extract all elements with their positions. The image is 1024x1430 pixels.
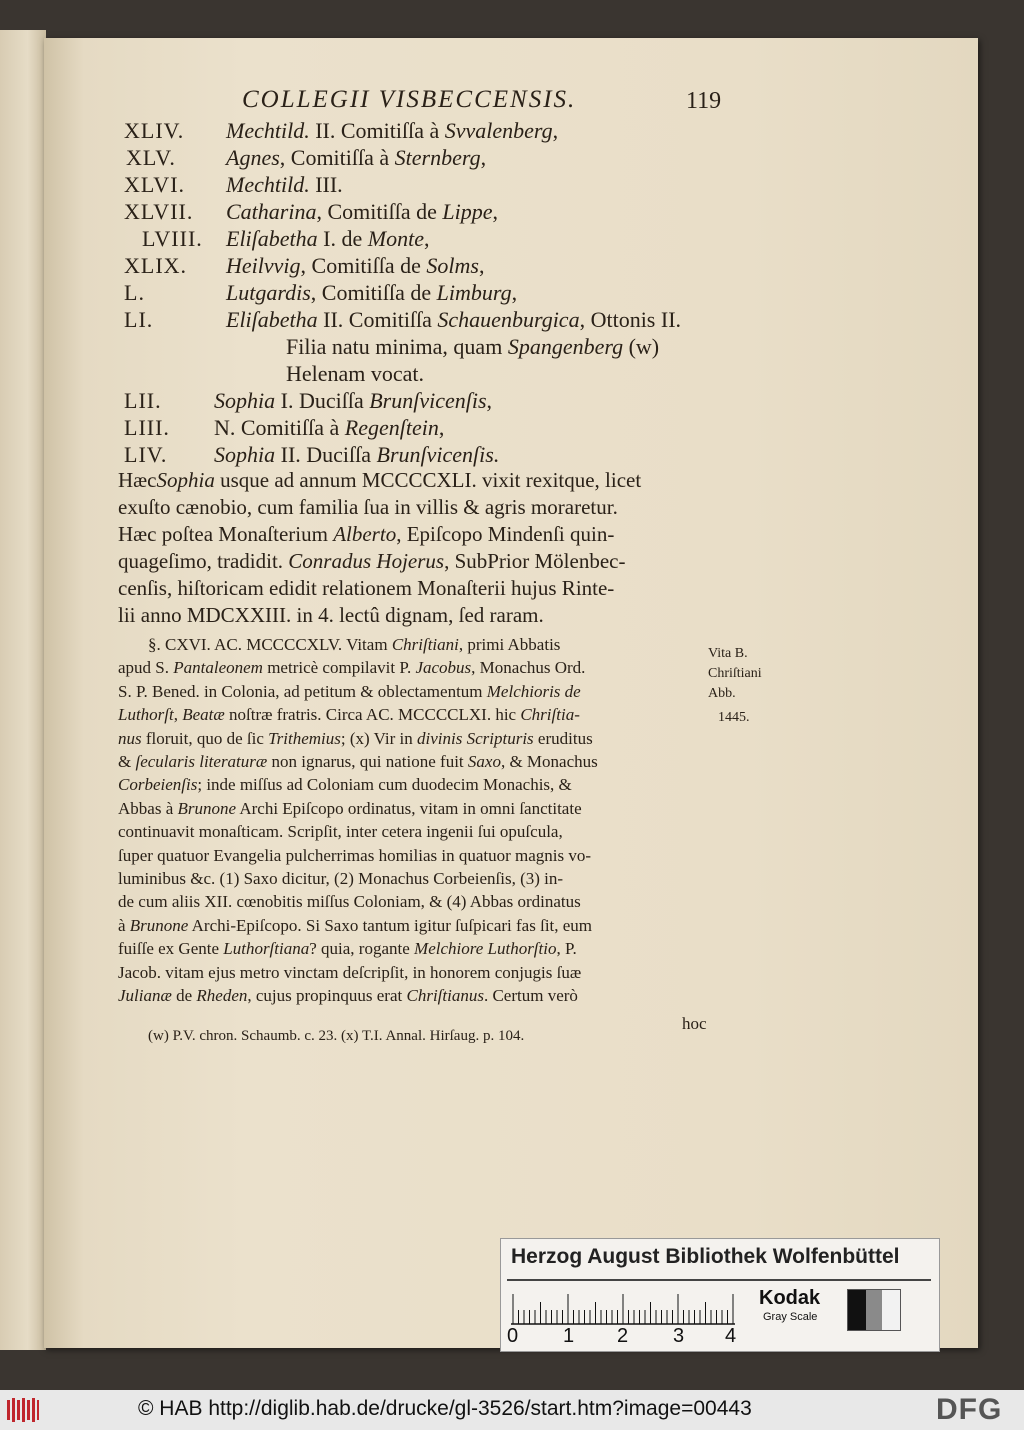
italic-text: Eliſabetha (226, 307, 318, 332)
card-divider (507, 1279, 931, 1281)
list-roman-numeral: LI. (124, 307, 154, 332)
text-run: Hæc poſtea Monaſterium (118, 522, 334, 546)
text-run: de cum aliis XII. cœnobitis miſſus Coloniam, & (4) Abbas ordinatus (118, 892, 581, 912)
italic-text: Catharina (226, 199, 317, 224)
text-run: noſtræ fratris. Circa AC. MCCCCLXI. hic (224, 705, 521, 725)
text-run: Filia natu minima, quam (286, 334, 508, 359)
italic-text: Lutgardis (226, 280, 311, 305)
italic-text: Brunone (129, 915, 189, 935)
italic-text: Conradus Hojerus (288, 549, 445, 573)
ruler-ticks (511, 1285, 735, 1325)
italic-text: Chriſtia- (520, 705, 580, 725)
text-run: N. Comitiſſa à (214, 415, 345, 440)
italic-text: Monte (367, 226, 424, 251)
text-run: , Comitiſſa de (316, 199, 443, 224)
hab-logo-icon (6, 1396, 40, 1424)
text-run: , Comitiſſa de (300, 253, 427, 278)
text-run: cenſis, hiſtoricam edidit relationem Monaſterii hujus Rinte- (118, 576, 615, 600)
text-line (118, 846, 591, 866)
text-run: Helenam vocat. (286, 361, 425, 386)
text-line (118, 939, 577, 959)
text-run: , Ottonis II. (579, 307, 682, 332)
italic-text: Sophia (156, 468, 215, 492)
text-run: non ignarus, qui natione fuit (267, 752, 468, 771)
text-line (118, 986, 578, 1006)
italic-text: Brunſvicenſis. (376, 442, 500, 467)
italic-text: Trithemius (268, 728, 341, 748)
text-run: metricè compilavit P. (262, 658, 416, 678)
text-run: Hæc (118, 468, 157, 492)
text-run: ; inde miſſus ad Coloniam cum duodecim Monachis, & (197, 775, 572, 795)
italic-text: Corbeienſis (118, 775, 198, 795)
text-run: , (480, 145, 487, 170)
italic-text: nus (118, 728, 142, 748)
list-roman-numeral: XLIX. (124, 253, 188, 278)
italic-text: Rheden (196, 986, 248, 1005)
italic-text: Luthorſtiana (223, 939, 310, 959)
text-run: , Comitiſſa de (310, 280, 437, 305)
text-line (118, 822, 563, 842)
text-run: luminibus &c. (1) Saxo dicitur, (2) Monachus Corbeienſis, (3) in- (118, 869, 564, 888)
text-line (148, 635, 560, 655)
italic-text: Beatæ (182, 705, 225, 725)
card-title: Herzog August Bibliothek Wolfenbüttel (511, 1245, 900, 1268)
text-run: , (423, 226, 430, 251)
text-run: , (478, 253, 485, 278)
text-line (118, 495, 618, 520)
italic-text: Chriſtianus (406, 986, 484, 1005)
text-run: , cujus propinquus erat (247, 986, 407, 1005)
margin-note: Vita B. (708, 646, 748, 661)
list-roman-numeral: L. (124, 280, 145, 305)
text-run: I. de (317, 226, 368, 251)
italic-text: Sophia (214, 442, 276, 467)
list-continuation (286, 361, 424, 387)
ruler-number: 0 (507, 1325, 519, 1347)
text-run: , (552, 118, 559, 143)
text-line (118, 752, 598, 772)
text-line (118, 576, 614, 601)
list-roman-numeral: LIV. (124, 442, 168, 467)
text-run: Abbas à (118, 798, 178, 818)
text-line (118, 603, 544, 628)
italic-text: Heilvvig (226, 253, 301, 278)
gray-scale-label: Gray Scale (763, 1311, 818, 1323)
catchword: hoc (682, 1014, 707, 1033)
text-run: I. Duciſſa (275, 388, 370, 413)
text-run: Jacob. vitam ejus metro vinctam deſcripſit, in honorem conjugis ſuæ (118, 962, 582, 982)
text-run: lii anno MDCXXIII. in 4. lectû dignam, ſed raram. (118, 603, 544, 627)
text-run: , SubPrior Mölenbec- (444, 549, 626, 573)
italic-text: Sternberg (394, 145, 481, 170)
text-line (118, 775, 572, 795)
list-entry (214, 415, 444, 441)
list-entry (226, 226, 429, 252)
list-entry (226, 280, 517, 306)
ruler-number: 2 (617, 1325, 629, 1347)
text-line (118, 799, 582, 819)
text-run: continuavit monaſticam. Scripſit, inter cetera ingenii ſui opuſcula, (118, 822, 563, 842)
list-entry (226, 253, 484, 279)
italic-text: Jacobus (415, 658, 472, 678)
left-page-edge (0, 30, 46, 1350)
list-roman-numeral: LVIII. (142, 226, 203, 251)
italic-text: Brunſvicenſis (369, 388, 487, 413)
text-run: II. Duciſſa (275, 442, 377, 467)
italic-text: Spangenberg (507, 334, 624, 359)
list-entry (214, 388, 492, 414)
text-run: , (438, 415, 445, 440)
margin-note: 1445. (718, 710, 750, 725)
italic-text: Chriſtiani (391, 635, 459, 654)
list-continuation (286, 334, 659, 360)
margin-note: Chriſtiani (708, 666, 762, 681)
italic-text: Mechtild. (226, 172, 310, 197)
page-number: 119 (686, 88, 722, 114)
list-entry (226, 172, 343, 198)
text-run: usque ad annum MCCCCXLI. vixit rexitque, licet (214, 468, 642, 492)
list-entry (226, 307, 681, 333)
italic-text: Pantaleonem (173, 658, 263, 678)
ruler-number: 3 (673, 1325, 685, 1347)
italic-text: divinis Scripturis (417, 728, 534, 748)
text-run: ? quia, rogante (309, 939, 415, 959)
text-line (118, 468, 641, 493)
gray-patch-dark (848, 1290, 866, 1330)
list-roman-numeral: LII. (124, 388, 162, 413)
list-entry (226, 199, 498, 225)
text-run: exuſto cænobio, cum familia ſua in villis & agris moraretur. (118, 495, 618, 519)
text-run: (w) (623, 334, 660, 359)
text-run: ; (x) Vir in (340, 728, 418, 748)
italic-text: Sophia (214, 388, 276, 413)
dfg-logo: DFG (936, 1393, 1003, 1426)
list-roman-numeral: XLV. (126, 145, 176, 170)
ruler-number: 1 (563, 1325, 575, 1347)
text-line (118, 869, 563, 889)
text-run: floruit, quo de ſic (141, 728, 269, 748)
italic-text: Julianæ (118, 986, 172, 1005)
italic-text: Svvalenberg (444, 118, 553, 143)
text-run: à (118, 915, 130, 935)
text-run: Archi Epiſcopo ordinatus, vitam in omni ſanctitate (236, 798, 582, 818)
italic-text: ſecularis literaturæ (135, 752, 268, 771)
footer-bar (0, 1390, 1024, 1430)
italic-text: Lippe (442, 199, 493, 224)
text-run: , Comitiſſa à (279, 145, 395, 170)
text-run: de (171, 986, 197, 1005)
text-run: II. Comitiſſa à (309, 118, 445, 143)
text-run: S. P. Bened. in Colonia, ad petitum & oblectamentum (118, 681, 487, 701)
text-run: Archi-Epiſcopo. Si Saxo tantum igitur ſuſpicari fas ſit, eum (188, 915, 593, 935)
italic-text: Alberto (333, 522, 397, 546)
text-run: , (511, 280, 518, 305)
ruler-number: 4 (725, 1325, 737, 1347)
text-line (118, 892, 581, 912)
text-run: III. (309, 172, 343, 197)
text-line (118, 916, 592, 936)
text-run: , (492, 199, 498, 224)
text-run: , & Monachus (500, 752, 598, 771)
gray-scale-patches (847, 1289, 901, 1331)
text-run: ſuper quatuor Evangelia pulcherrimas homilias in quatuor magnis vo- (118, 845, 592, 865)
text-run: , Epiſcopo Mindenſi quin- (396, 522, 615, 546)
italic-text: Eliſabetha (226, 226, 318, 251)
italic-text: Schauenburgica (437, 307, 580, 332)
text-run: & (118, 752, 136, 771)
list-entry (226, 145, 486, 171)
italic-text: Luthorſt (118, 705, 174, 725)
text-run: , Monachus Ord. (471, 658, 586, 678)
text-line (118, 729, 593, 749)
text-run: , (486, 388, 493, 413)
italic-text: Limburg (436, 280, 512, 305)
text-line (118, 549, 625, 574)
italic-text: Melchiore Luthorſtio (414, 939, 557, 959)
calibration-card (500, 1238, 940, 1352)
text-run: , (173, 705, 183, 725)
text-run: quageſimo, tradidit. (118, 549, 289, 573)
italic-text: Agnes (226, 145, 280, 170)
list-roman-numeral: LIII. (124, 415, 170, 440)
italic-text: Solms (426, 253, 479, 278)
text-run: eruditus (533, 728, 593, 748)
list-entry (214, 442, 499, 468)
text-line (118, 682, 581, 702)
list-roman-numeral: XLVII. (124, 199, 194, 224)
list-entry (226, 118, 558, 144)
text-run: , P. (556, 939, 577, 959)
italic-text: Regenſtein (344, 415, 439, 440)
text-run: fuiſſe ex Gente (118, 939, 224, 959)
text-line (118, 658, 585, 678)
text-run: . Certum verò (483, 986, 578, 1005)
margin-note: Abb. (708, 686, 736, 701)
footer-url-link[interactable]: © HAB http://diglib.hab.de/drucke/gl-3526/start.htm?image=00443 (138, 1397, 752, 1420)
italic-text: Brunone (177, 798, 237, 818)
running-head: COLLEGII VISBECCENSIS. (242, 86, 577, 113)
italic-text: Mechtild. (226, 118, 310, 143)
text-line (118, 522, 614, 547)
footnotes: (w) P.V. chron. Schaumb. c. 23. (x) T.I. Annal. Hirſaug. p. 104. (148, 1028, 525, 1044)
text-line (118, 963, 581, 983)
text-run: apud S. (118, 658, 174, 678)
text-line (118, 705, 580, 725)
list-roman-numeral: XLVI. (124, 172, 186, 197)
italic-text: Melchioris de (486, 681, 581, 701)
italic-text: Saxo (467, 752, 501, 771)
text-run: , primi Abbatis (458, 635, 561, 654)
kodak-logo: Kodak (759, 1287, 821, 1309)
text-run: §. CXVI. AC. MCCCCXLV. Vitam (148, 635, 392, 654)
text-run: II. Comitiſſa (317, 307, 438, 332)
gray-patch-mid (866, 1290, 882, 1330)
list-roman-numeral: XLIV. (124, 118, 185, 143)
ruler-labels (507, 1325, 739, 1349)
gray-patch-light (882, 1290, 900, 1330)
